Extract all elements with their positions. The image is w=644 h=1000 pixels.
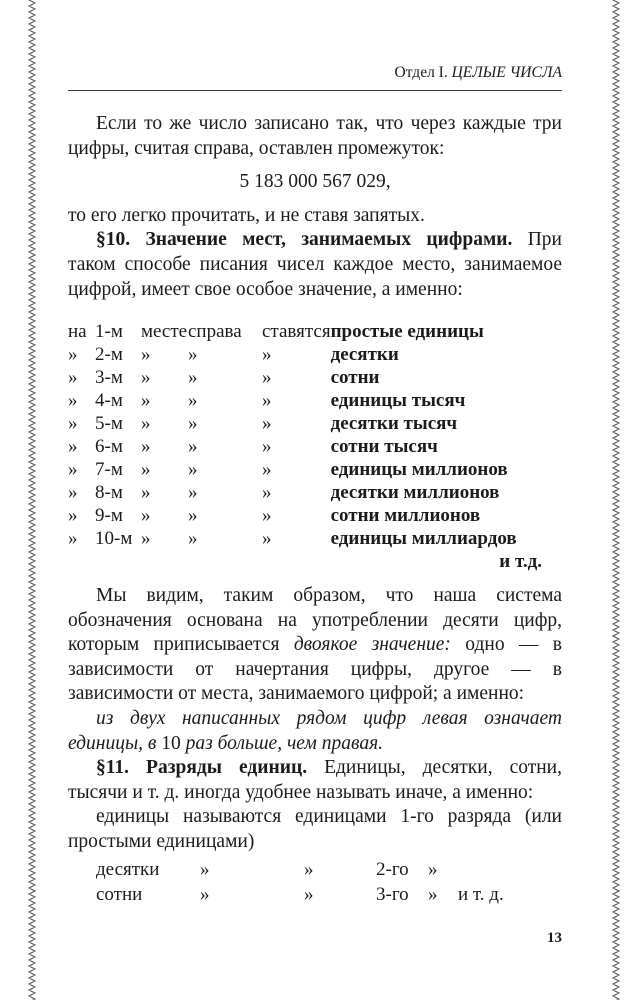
section10-paragraph <box>68 228 562 302</box>
table-row <box>96 857 548 882</box>
place-word: справа <box>188 321 242 342</box>
rule-number: 10 <box>161 732 181 754</box>
place-number: 4-м <box>95 390 123 411</box>
places-etc: и т.д. <box>499 551 542 572</box>
section11-text: Единицы, десятки, сотни, тысячи и т. д. иногда удобнее называть иначе, а именно: <box>68 757 562 803</box>
table-row <box>96 882 548 907</box>
place-number: 8-м <box>95 482 123 503</box>
digit-tail <box>458 857 548 882</box>
place-number: 5-м <box>95 413 123 434</box>
place-number: 6-м <box>95 436 123 457</box>
intro-block <box>68 112 562 302</box>
digit-mark3: » <box>428 858 438 880</box>
digit-order: 2-го <box>376 858 409 880</box>
ditto-mark: » <box>68 344 78 365</box>
ditto-mark: » <box>68 459 78 480</box>
ditto-mark: » <box>262 413 272 434</box>
unit-name: единицы тысяч <box>330 390 466 411</box>
unit-name: десятки тысяч <box>330 413 458 434</box>
ditto-mark: » <box>141 344 151 365</box>
header-section: Отдел I. <box>394 64 452 81</box>
table-row <box>68 435 517 458</box>
ditto-mark: » <box>262 436 272 457</box>
ditto-mark: » <box>188 482 198 503</box>
ditto-mark: » <box>68 528 78 549</box>
ditto-mark: » <box>262 528 272 549</box>
digit-mark1: » <box>200 858 210 880</box>
section10-heading: §10. Значение мест, занимаемых цифрами. <box>96 229 513 251</box>
digit-order: 3-го <box>376 883 409 905</box>
section11-paragraph <box>68 756 562 805</box>
unit-name: простые единицы <box>330 321 484 342</box>
ditto-mark: » <box>141 482 151 503</box>
unit-name: сотни <box>330 367 380 388</box>
ditto-mark: » <box>262 344 272 365</box>
rule-text: из двух написанных рядом цифр левая означает единицы, в <box>68 707 562 754</box>
table-row <box>68 458 517 481</box>
section11-heading: §11. Разряды единиц. <box>96 757 308 779</box>
ditto-mark: » <box>262 482 272 503</box>
intro-conclusion: то его легко прочитать, и не ставя запятых. <box>68 204 425 226</box>
table-row <box>68 481 517 504</box>
ditto-mark: » <box>68 413 78 434</box>
unit-name: десятки <box>330 344 399 365</box>
ditto-mark: » <box>68 390 78 411</box>
ditto-mark: » <box>188 436 198 457</box>
unit-name: единицы миллионов <box>330 459 508 480</box>
place-number: 3-м <box>95 367 123 388</box>
place-number: 7-м <box>95 459 123 480</box>
digit-mark1: » <box>200 883 210 905</box>
left-page-edge <box>26 0 38 1000</box>
place-word: ставятся <box>262 321 331 342</box>
ditto-mark: » <box>141 413 151 434</box>
place-number: 1-м <box>95 321 123 342</box>
ditto-mark: » <box>188 367 198 388</box>
ditto-mark: » <box>188 413 198 434</box>
digit-tail: и т. д. <box>458 883 504 905</box>
unit-name: единицы миллиардов <box>330 528 517 549</box>
digit-mark2: » <box>304 883 314 905</box>
place-number: 2-м <box>95 344 123 365</box>
ditto-mark: » <box>262 505 272 526</box>
example-number: 5 183 000 567 029, <box>239 171 391 193</box>
ditto-mark: » <box>141 528 151 549</box>
places-table-block <box>68 320 562 573</box>
table-row <box>68 527 517 550</box>
header-rule <box>68 90 562 91</box>
intro-paragraph: Если то же число записано так, что через каждые три цифры, считая справа, оставлен промежуток: <box>68 113 562 159</box>
system-text-end: одно — в зависимости от начертания цифры, другое — в зависимости от места, занимаемого цифрой; а именно: <box>68 634 563 705</box>
unit-name: десятки миллионов <box>330 482 500 503</box>
table-row <box>68 343 517 366</box>
ditto-mark: » <box>141 436 151 457</box>
digit-name: сотни <box>96 883 143 905</box>
ditto-mark: » <box>68 482 78 503</box>
ditto-mark: » <box>68 436 78 457</box>
system-text: Мы видим, таким образом, что наша система обозначения основана на употреблении десяти цифр, которым приписывается <box>68 585 562 656</box>
ditto-mark: » <box>188 528 198 549</box>
ditto-mark: » <box>188 505 198 526</box>
table-row <box>68 412 517 435</box>
system-italic: двоякое значение: <box>293 634 451 656</box>
place-number: 9-м <box>95 505 123 526</box>
section11-line: единицы называются единицами 1-го разряда (или простыми единицами) <box>68 806 562 852</box>
digits-table <box>96 857 548 907</box>
page-number: 13 <box>547 930 562 946</box>
ditto-mark: » <box>68 505 78 526</box>
table-row <box>68 320 517 343</box>
ditto-mark: » <box>188 344 198 365</box>
rule-paragraph <box>68 707 562 756</box>
ditto-mark: » <box>188 390 198 411</box>
rule-text-end: раз больше, чем правая. <box>180 732 384 754</box>
table-row <box>68 389 517 412</box>
digit-mark2: » <box>304 858 314 880</box>
ditto-mark: » <box>262 367 272 388</box>
digit-mark3: » <box>428 883 438 905</box>
places-prefix: на <box>68 321 87 342</box>
header-title: ЦЕЛЫЕ ЧИСЛА <box>451 64 562 81</box>
table-row <box>68 504 517 527</box>
unit-name: сотни миллионов <box>330 505 481 526</box>
place-number: 10-м <box>95 528 133 549</box>
running-header <box>68 64 562 82</box>
section10-text: При таком способе писания чисел каждое место, занимаемое цифрой, имеет свое особое значение, а именно: <box>68 229 562 300</box>
ditto-mark: » <box>141 459 151 480</box>
ditto-mark: » <box>141 390 151 411</box>
place-word: месте <box>141 321 188 342</box>
body-block <box>68 584 562 907</box>
ditto-mark: » <box>141 505 151 526</box>
places-table <box>68 320 517 550</box>
ditto-mark: » <box>262 459 272 480</box>
ditto-mark: » <box>188 459 198 480</box>
unit-name: сотни тысяч <box>330 436 438 457</box>
ditto-mark: » <box>68 367 78 388</box>
right-page-edge <box>610 0 622 1000</box>
ditto-mark: » <box>141 367 151 388</box>
system-paragraph <box>68 584 562 707</box>
ditto-mark: » <box>262 390 272 411</box>
table-row <box>68 366 517 389</box>
digit-name: десятки <box>96 858 160 880</box>
